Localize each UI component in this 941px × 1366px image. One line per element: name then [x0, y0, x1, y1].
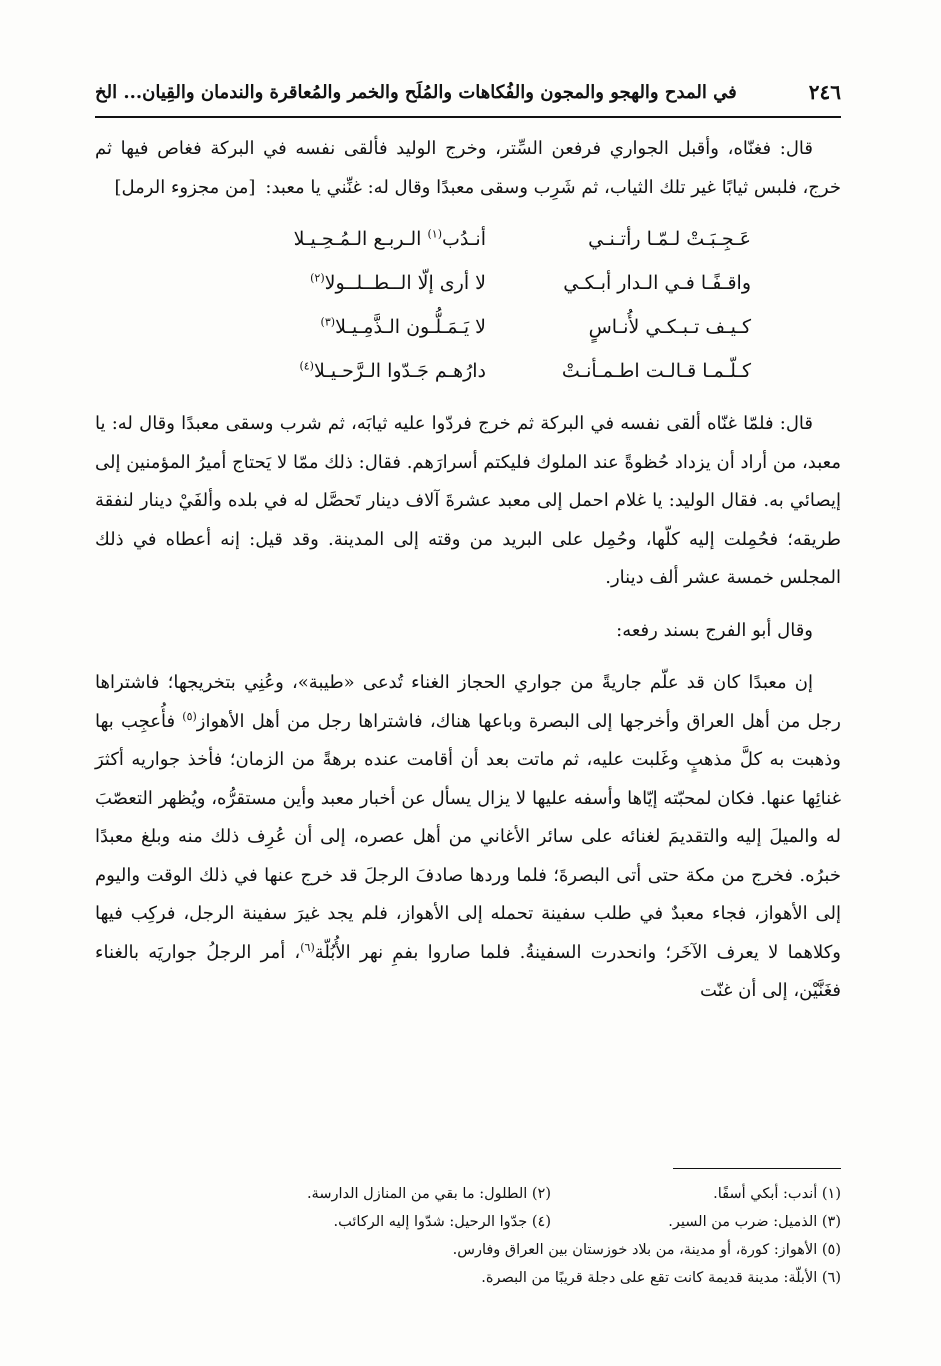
footnote-1: (١) أندب: أبكي أسفًا.	[713, 1186, 841, 1202]
paragraph-4-part-1: إن معبدًا كان قد علّم جاريةً من جواري الحجاز الغناء تُدعى «طيبة»، وعُنِي بتخريجها؛ فاشتراها رجل من أهل العراق وأخرجها إلى البصرة وباعها هناك، فاشتراها رجل من أهل الأهواز	[95, 672, 841, 732]
page-number: ٢٤٦	[808, 80, 841, 104]
paragraph-2: قال: فلمّا غنّاه ألقى نفسه في البركة ثم خرج فردّوا عليه ثيابَه، ثم شرب وسقى معبدًا وقال له: يا معبد، من أراد أن يزداد حُظوةً عند الملوك فليكتم أسرارَهم. فقال: ذلك ممّا لا يَحتاج أميرُ المؤمنين إلى إيصائي به. فقال الوليد: يا غلام احمل إلى معبد عشرةَ آلاف دينار تَحصَّل له في بلده وألفَيْ دينار لنفقة طريقه؛ فحُمِلت إليه كلّها، وحُمِل على البريد من وقته إلى المدينة. وقد قيل: إنه أعطاه في ذلك المجلس خمسة عشر ألف دينار.	[95, 413, 841, 588]
paragraph-4-part-3: ، أمر الرجلُ جواريَه بالغناء فغَنَّيْن، إلى أن غنّت	[95, 941, 841, 1001]
main-text	[95, 130, 841, 1011]
verse-1-word: أنـدُب	[442, 227, 486, 250]
footnote-4: (٤) جدّوا الرحيل: شدّوا إليه الركائب.	[333, 1214, 551, 1230]
verse-3-second-hemistich	[216, 308, 486, 347]
verse-line-4	[95, 349, 841, 393]
footnote-ref-2[interactable]: (٢)	[310, 271, 325, 285]
paragraph-4-part-2: فأُعجِب بها وذهبت به كلَّ مذهبٍ وغَلبت عليه، ثم ماتت بعد أن أقامت عنده برهةً من الزمان؛ فأخذ جواريه أكثرَ غنائِها عنها. فكان لمحبّته إيّاها وأسفه عليها لا يزال يسأل عن أخبار معبد وأين مستقرُّه، ويُظهر التعصّبَ له والميلَ إليه والتقديمَ لغنائه على سائر الأغاني من أهل عصره، إلى أن عُرِف ذلك منه وبلغ معبدًا خبرُه. فخرج من مكة حتى أتى البصرةَ؛ فلما وردها صادفَ الرجلَ قد خرج عنها في ذلك الوقت واليوم إلى الأهواز، فجاء معبدٌ في طلب سفينة تحمله إلى الأهواز، فلم يجد غيرَ سفينة الرجل، فركِب فيها وكلاهما لا يعرف الآخَر؛ وانحدرت السفينةُ. فلما صاروا بفمِ نهر الأُبُلّة	[95, 710, 841, 963]
paragraph-gap	[95, 598, 841, 612]
poetic-meter: [من مجزوء الرمل]	[114, 176, 256, 198]
verse-3-first-hemistich: كـيـف تـبـكـي لأُنـاسٍ	[588, 315, 751, 338]
footnote-separator	[673, 1168, 841, 1169]
footnote-row-2	[95, 1208, 841, 1236]
verse-2-second-hemistich	[216, 264, 486, 303]
footnote-6: (٦) الأبلّة: مدينة قديمة كانت تقع على دجلة قريبًا من البصرة.	[481, 1270, 841, 1286]
verse-2-first-hemistich: واقـفًـا فـي الـدار أبـكـي	[563, 271, 751, 294]
verse-1-rest: الـربـع الـمُـحِـيـلا	[293, 227, 428, 250]
verse-3-text: لا يَـمَـلُّـون الـذَّمِـيـلا	[335, 315, 486, 338]
footnote-row-1	[95, 1180, 841, 1208]
verse-2-text: لا أرى إلّا الــطــلــولا	[324, 271, 486, 294]
header-rule	[95, 116, 841, 118]
verse-4-first-hemistich: كـلّـمـا قـالـت اطـمـأنـتْ	[561, 359, 751, 382]
footnote-ref-4[interactable]: (٤)	[299, 359, 314, 373]
verse-line-2	[95, 261, 841, 305]
paragraph-gap	[95, 650, 841, 664]
paragraph-4	[95, 664, 841, 1011]
verse-4-text: دارُهـم جَـدّوا الـرَّحـيـلا	[313, 359, 486, 382]
footnote-2: (٢) الطلول: ما بقي من المنازل الدارسة.	[306, 1186, 551, 1202]
chapter-title: في المدح والهجو والمجون والفُكاهات والمُلَح والخمر والمُعاقرة والندمان والقِيان... الخ	[95, 81, 737, 103]
verse-4-second-hemistich	[216, 352, 486, 391]
verse-line-1	[95, 217, 841, 261]
paragraph-1-text: قال: فغنّاه، وأقبل الجواري فرفعن السِّتر، وخرج الوليد فألقى نفسه في البركة فغاص فيها ثم خرج، فلبس ثيابًا غير تلك الثياب، ثم شَرِب وسقى معبدًا وقال له: غنِّني يا معبد:	[95, 138, 841, 198]
footnote-3: (٣) الذميل: ضرب من السير.	[668, 1214, 841, 1230]
poem	[95, 217, 841, 393]
footnote-ref-3[interactable]: (٣)	[320, 315, 336, 329]
running-header	[95, 72, 841, 112]
paragraph-3: وقال أبو الفرج بسند رفعه:	[616, 619, 813, 641]
verse-line-3	[95, 305, 841, 349]
verse-1-second-hemistich	[216, 220, 486, 259]
paragraph-1	[95, 130, 841, 207]
footnote-5: (٥) الأهواز: كورة، أو مدينة، من بلاد خوزستان بين العراق وفارس.	[452, 1242, 841, 1258]
footnotes	[95, 1180, 841, 1292]
footnote-ref-1[interactable]: (١)	[427, 227, 442, 241]
verse-1-first-hemistich: عَـجِـبَـتْ لـمّـا رأتـنـي	[588, 227, 751, 250]
footnote-ref-5[interactable]: (٥)	[182, 709, 197, 723]
footnote-ref-6[interactable]: (٦)	[300, 940, 315, 954]
